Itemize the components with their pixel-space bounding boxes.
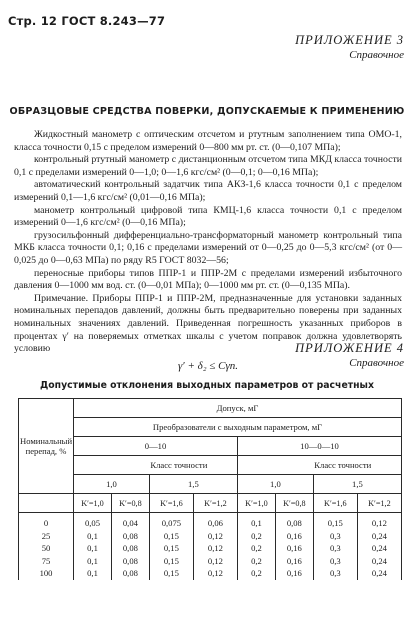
table-cell: 0,24 bbox=[371, 530, 387, 541]
table-cell: 0,1 bbox=[251, 518, 262, 528]
table-cell: 0,08 bbox=[122, 543, 138, 554]
table-cell: 0,08 bbox=[122, 530, 138, 541]
paragraph: манометр контрольный цифровой типа КМЦ-1,6 класса точности 0,1 с пределом измерений 0—1,6 кгс/см² (0—0,16 МПа); bbox=[14, 204, 402, 229]
k-label: K′=1,6 bbox=[313, 494, 357, 513]
value-column bbox=[313, 513, 357, 580]
formula: γ′ + δ₂ ≤ Cγп. bbox=[177, 359, 239, 372]
table-cell: 0,16 bbox=[286, 543, 302, 554]
k-label: K′=0,8 bbox=[111, 494, 149, 513]
class-header-left bbox=[237, 456, 313, 475]
body-text bbox=[14, 129, 402, 372]
table-cell: 0,1 bbox=[87, 543, 98, 554]
table-cell: 0,15 bbox=[163, 568, 179, 579]
section-heading: ОБРАЗЦОВЫЕ СРЕДСТВА ПОВЕРКИ, ДОПУСКАЕМЫЕ К ПРИМЕНЕНИЮ bbox=[9, 106, 405, 117]
value-column bbox=[149, 513, 193, 580]
value-column bbox=[74, 513, 112, 580]
table-cell: 0,24 bbox=[371, 568, 387, 579]
k-label: K′=0,8 bbox=[275, 494, 313, 513]
row-header-cell: Номинальный перепад, % bbox=[19, 399, 74, 494]
paragraph: переносные приборы типов ППР-1 и ППР-2М с пределами измерений избыточного давления 0—1000 мм вод. ст. (0—0,01 МПа); 0—1000 мм рт. ст. (0—0,135 МПа). bbox=[14, 267, 402, 292]
paragraph: автоматический контрольный задатчик типа АКЗ-1,6 класса точности 0,1 с пределом измерений 0,1—1,6 кгс/см² (0,01—0,16 МПа); bbox=[14, 179, 402, 203]
table-cell: 0,08 bbox=[286, 518, 302, 528]
table-cell: 0,04 bbox=[122, 518, 138, 528]
k-label: K′=1,6 bbox=[149, 494, 193, 513]
table-cell: 0,12 bbox=[371, 518, 387, 528]
range-header: 10—0—10 bbox=[237, 437, 401, 456]
appendix-4-title: ПРИЛОЖЕНИЕ 4 bbox=[295, 341, 404, 355]
k-label: K′=1,2 bbox=[193, 494, 237, 513]
appendix-3-title: ПРИЛОЖЕНИЕ 3 bbox=[295, 33, 404, 47]
value-column bbox=[357, 513, 401, 580]
table-cell: 0,2 bbox=[251, 543, 262, 554]
deviation-table bbox=[18, 398, 402, 580]
k-label: K′=1,2 bbox=[357, 494, 401, 513]
appendix-3-label bbox=[295, 33, 404, 61]
value-column bbox=[111, 513, 149, 580]
table-cell: 0,2 bbox=[251, 555, 262, 566]
value-column bbox=[275, 513, 313, 580]
range-header: 0—10 bbox=[74, 437, 238, 456]
table-cell: 0,15 bbox=[327, 518, 343, 528]
note-paragraph: Примечание. Приборы ППР-1 и ППР-2М, предназначенные для установки заданных номинальных перепадов давлений, должны быть предварительно поверены при заданных номинальных значениях давлений. Приведенная погрешность указанных приборов в процентах γ′ на поверяемых отметках шкалы с учетом поправок должна удовлетворять условию bbox=[14, 292, 402, 355]
appendix-4-label bbox=[295, 341, 404, 369]
table-cell: 0,1 bbox=[87, 568, 98, 579]
table-heading: Допустимые отклонения выходных параметров от расчетных bbox=[40, 380, 374, 391]
table-cell: 0,16 bbox=[286, 555, 302, 566]
empty-cell bbox=[19, 494, 74, 513]
class-value: 1,0 bbox=[237, 475, 313, 494]
table-cell: 100 bbox=[39, 568, 53, 579]
table-cell: 0,12 bbox=[207, 543, 223, 554]
table-cell: 0,1 bbox=[87, 555, 98, 566]
accuracy-class-header: Класс точности bbox=[149, 456, 237, 475]
table-cell: 0,06 bbox=[207, 518, 223, 528]
table-cell: 75 bbox=[41, 555, 51, 566]
table-cell: 0,12 bbox=[207, 555, 223, 566]
table-cell: 0,15 bbox=[163, 555, 179, 566]
appendix-4-subtitle: Справочное bbox=[349, 357, 404, 369]
value-column bbox=[193, 513, 237, 580]
tolerance-header: Допуск, мГ bbox=[74, 399, 402, 418]
table-cell: 0,2 bbox=[251, 530, 262, 541]
percent-column bbox=[19, 513, 74, 580]
table-cell: 0,24 bbox=[371, 555, 387, 566]
table-cell: 0,24 bbox=[371, 543, 387, 554]
paragraph: контрольный ртутный манометр с дистанционным отсчетом типа МКД класса точности 0,1 с пределами измерений 0—1,0; 0—1,6 кгс/см² (0—0,1; 0—0,16 МПа); bbox=[14, 154, 402, 178]
table-cell: 0,12 bbox=[207, 530, 223, 541]
appendix-3-subtitle: Справочное bbox=[349, 49, 404, 61]
table-cell: 0,16 bbox=[286, 530, 302, 541]
k-label: K′=1,0 bbox=[74, 494, 112, 513]
table-cell: 0,15 bbox=[163, 543, 179, 554]
table-cell: 0 bbox=[43, 518, 49, 528]
table-cell: 50 bbox=[41, 543, 51, 554]
table-cell: 0,15 bbox=[163, 530, 179, 541]
table-cell: 0,05 bbox=[84, 518, 101, 528]
table-cell: 0,1 bbox=[87, 530, 98, 541]
table-cell: 0,2 bbox=[251, 568, 262, 579]
table-cell: 0,12 bbox=[207, 568, 223, 579]
table-cell: 0,3 bbox=[329, 530, 341, 541]
table-cell: 0,3 bbox=[329, 555, 341, 566]
class-value: 1,0 bbox=[74, 475, 150, 494]
table-cell: 0,16 bbox=[286, 568, 302, 579]
class-value: 1,5 bbox=[149, 475, 237, 494]
paragraph: грузосильфонный дифференциально-трансформаторный манометр контрольный типа МКБ класса точности 0,1; 0,16 с пределами измерений от 0—0,25 до 0—5,3 кгс/см² (от 0—0,025 до 0—0,63 МПа) по ряду R5 ГОСТ 8032—56; bbox=[14, 229, 402, 266]
table-cell: 0,075 bbox=[161, 518, 182, 528]
table-cell: 25 bbox=[41, 530, 51, 541]
accuracy-class-header: Класс точности bbox=[313, 456, 401, 475]
table-data-block bbox=[19, 513, 402, 580]
value-column bbox=[237, 513, 275, 580]
paragraph: Жидкостный манометр с оптическим отсчетом и ртутным заполнением типа ОМО-1, класса точности 0,15 с пределом измерений 0—800 мм рт. ст. (0—0,107 МПа); bbox=[14, 129, 402, 153]
class-value: 1,5 bbox=[313, 475, 401, 494]
class-header-left bbox=[74, 456, 150, 475]
table-cell: 0,08 bbox=[122, 555, 138, 566]
table-cell: 0,08 bbox=[122, 568, 138, 579]
table-cell: 0,3 bbox=[329, 543, 341, 554]
table-cell: 0,3 bbox=[329, 568, 341, 579]
converters-header: Преобразователи с выходным параметром, мГ bbox=[74, 418, 402, 437]
k-label: K′=1,0 bbox=[237, 494, 275, 513]
page-header: Стр. 12 ГОСТ 8.243—77 bbox=[8, 14, 166, 28]
